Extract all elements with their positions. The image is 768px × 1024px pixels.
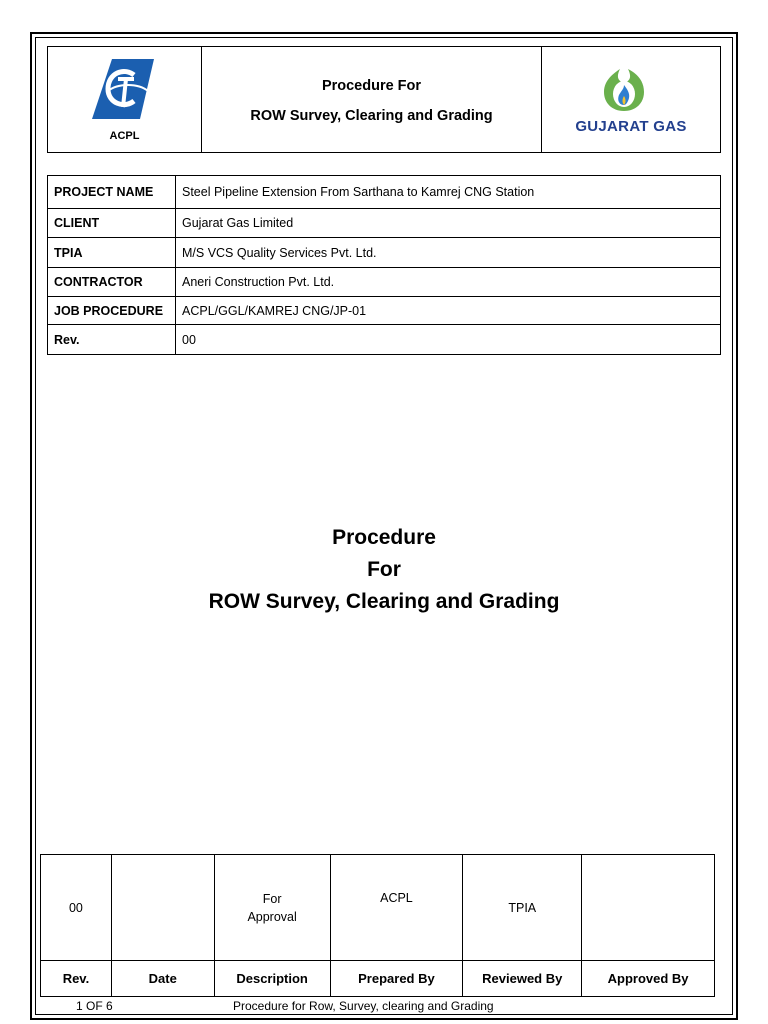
reviewed-by-value: TPIA xyxy=(463,855,582,961)
approved-by-value xyxy=(582,855,715,961)
document-title xyxy=(0,522,768,618)
info-value: 00 xyxy=(176,325,721,355)
info-value: ACPL/GGL/KAMREJ CNG/JP-01 xyxy=(176,297,721,325)
table-row xyxy=(48,238,721,268)
acpl-logo-cell xyxy=(48,47,202,152)
revision-header-row xyxy=(41,961,715,997)
header-table xyxy=(47,46,721,153)
page-footer xyxy=(40,997,715,1015)
date-header: Date xyxy=(111,961,214,997)
footer-title: Procedure for Row, Survey, clearing and Grading xyxy=(233,999,494,1013)
prepared-by-value: ACPL xyxy=(330,855,463,961)
info-value: Gujarat Gas Limited xyxy=(176,209,721,238)
info-label: CONTRACTOR xyxy=(48,268,176,297)
header-title-cell xyxy=(202,47,542,152)
approved-by-header: Approved By xyxy=(582,961,715,997)
info-label: PROJECT NAME xyxy=(48,176,176,209)
project-info-table xyxy=(47,175,721,355)
description-line2: Approval xyxy=(247,909,297,924)
info-value: Aneri Construction Pvt. Ltd. xyxy=(176,268,721,297)
gujarat-gas-logo-cell xyxy=(542,47,720,152)
table-row xyxy=(48,209,721,238)
description-header: Description xyxy=(214,961,330,997)
info-value: M/S VCS Quality Services Pvt. Ltd. xyxy=(176,238,721,268)
revision-table xyxy=(40,854,715,997)
description-value xyxy=(214,855,330,961)
date-value xyxy=(111,855,214,961)
reviewed-by-header: Reviewed By xyxy=(463,961,582,997)
description-line1: For xyxy=(262,891,282,906)
info-label: TPIA xyxy=(48,238,176,268)
gujarat-gas-flame-icon xyxy=(602,65,646,113)
header-title-line1: Procedure For xyxy=(321,77,422,94)
document-title-line3: ROW Survey, Clearing and Grading xyxy=(208,590,560,613)
rev-header: Rev. xyxy=(41,961,112,997)
acpl-logo-label: ACPL xyxy=(109,130,140,142)
info-label: JOB PROCEDURE xyxy=(48,297,176,325)
table-row xyxy=(48,176,721,209)
header-title-line2: ROW Survey, Clearing and Grading xyxy=(250,107,493,124)
document-title-line2: For xyxy=(367,558,401,581)
revision-data-row xyxy=(41,855,715,961)
prepared-by-header: Prepared By xyxy=(330,961,463,997)
table-row xyxy=(48,268,721,297)
document-title-line1: Procedure xyxy=(332,526,436,549)
info-value: Steel Pipeline Extension From Sarthana to Kamrej CNG Station xyxy=(176,176,721,209)
page-number: 1 OF 6 xyxy=(76,999,113,1013)
acpl-logo-icon xyxy=(90,57,156,121)
table-row xyxy=(48,325,721,355)
table-row xyxy=(48,297,721,325)
info-label: Rev. xyxy=(48,325,176,355)
gujarat-gas-logo-label: GUJARAT GAS xyxy=(575,118,687,135)
info-label: CLIENT xyxy=(48,209,176,238)
rev-value: 00 xyxy=(41,855,112,961)
